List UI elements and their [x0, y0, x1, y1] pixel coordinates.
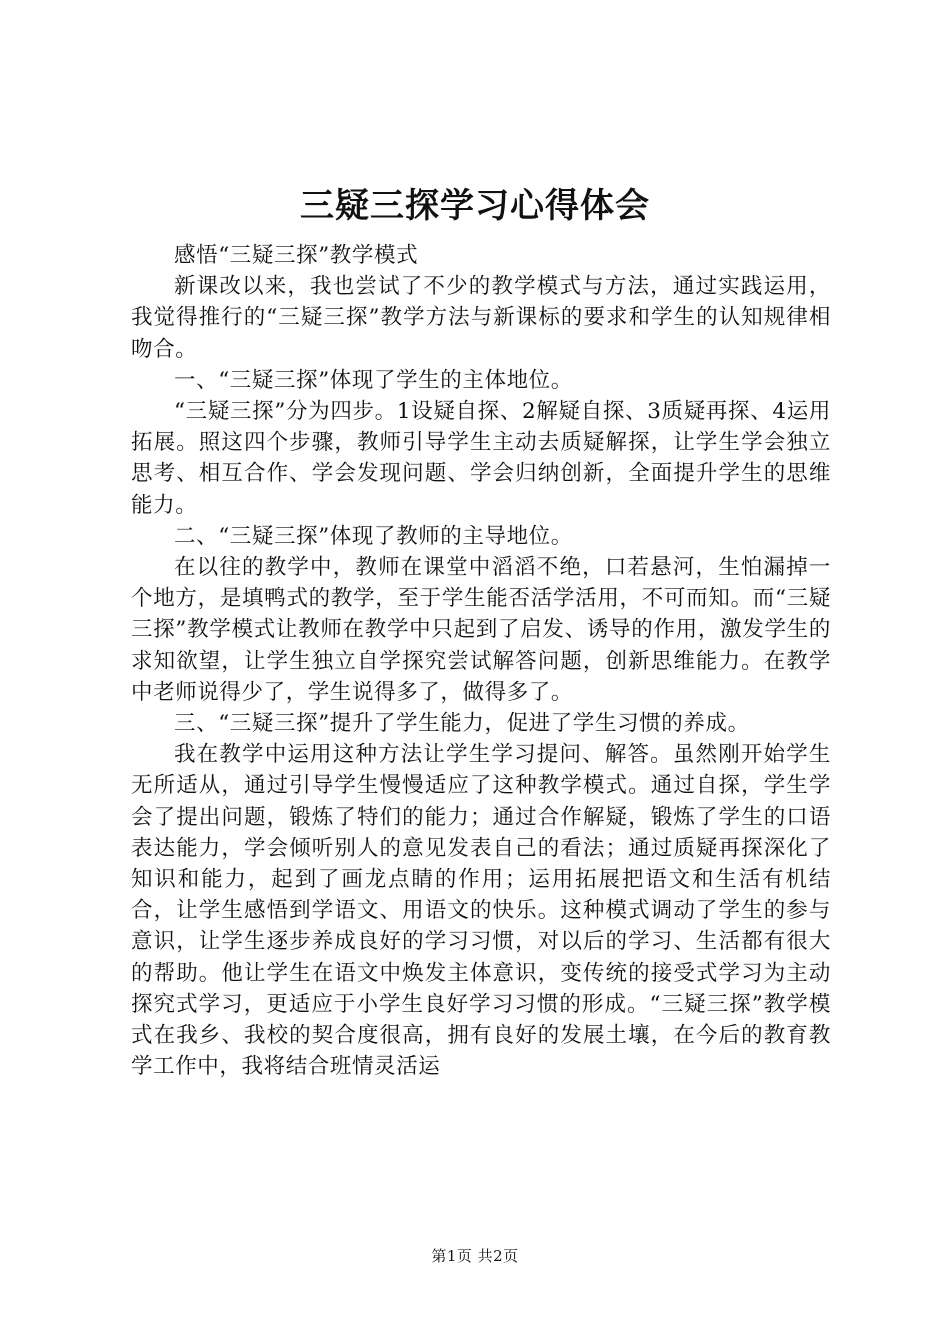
paragraph-section-3: 我在教学中运用这种方法让学生学习提问、解答。虽然刚开始学生无所适从，通过引导学生慢慢适应了这种教学模式。通过自探，学生学会了提出问题，锻炼了特们的能力；通过合作解疑，锻炼了学生的口语表达能力，学会倾听别人的意见发表自己的看法；通过质疑再探深化了知识和能力，起到了画龙点睛的作用；运用拓展把语文和生活有机结合，让学生感悟到学语文、用语文的快乐。这种模式调动了学生的参与意识，让学生逐步养成良好的学习习惯，对以后的学习、生活都有很大的帮助。他让学生在语文中焕发主体意识，变传统的接受式学习为主动探究式学习，更适应于小学生良好学习习惯的形成。“三疑三探”教学模式在我乡、我校的契合度很高，拥有良好的发展土壤，在今后的教育教学工作中，我将结合班情灵活运	[131, 742, 831, 1080]
document-title: 三疑三探学习心得体会	[300, 186, 650, 226]
paragraph-section-1: “三疑三探”分为四步。1设疑自探、2解疑自探、3质疑再探、4运用拓展。照这四个步骤，教师引导学生主动去质疑解探，让学生学会独立思考、相互合作、学会发现问题、学会归纳创新，全面提升学生的思维能力。	[131, 399, 831, 518]
section-heading-2: 二、“三疑三探”体现了教师的主导地位。	[174, 523, 573, 549]
section-heading-3: 三、“三疑三探”提升了学生能力，促进了学生习惯的养成。	[174, 711, 750, 737]
page-number-footer: 第1页 共2页	[431, 1247, 519, 1265]
paragraph-intro-heading: 感悟“三疑三探”教学模式	[174, 243, 419, 268]
document-body	[131, 240, 831, 1082]
section-heading-1: 一、“三疑三探”体现了学生的主体地位。	[174, 367, 573, 393]
paragraph-intro: 新课改以来，我也尝试了不少的教学模式与方法，通过实践运用，我觉得推行的“三疑三探”教学方法与新课标的要求和学生的认知规律相吻合。	[131, 274, 831, 362]
paragraph-section-2: 在以往的教学中，教师在课堂中滔滔不绝，口若悬河，生怕漏掉一个地方，是填鸭式的教学，至于学生能否活学活用，不可而知。而“三疑三探”教学模式让教师在教学中只起到了启发、诱导的作用，激发学生的求知欲望，让学生独立自学探究尝试解答问题，创新思维能力。在教学中老师说得少了，学生说得多了，做得多了。	[131, 555, 831, 705]
